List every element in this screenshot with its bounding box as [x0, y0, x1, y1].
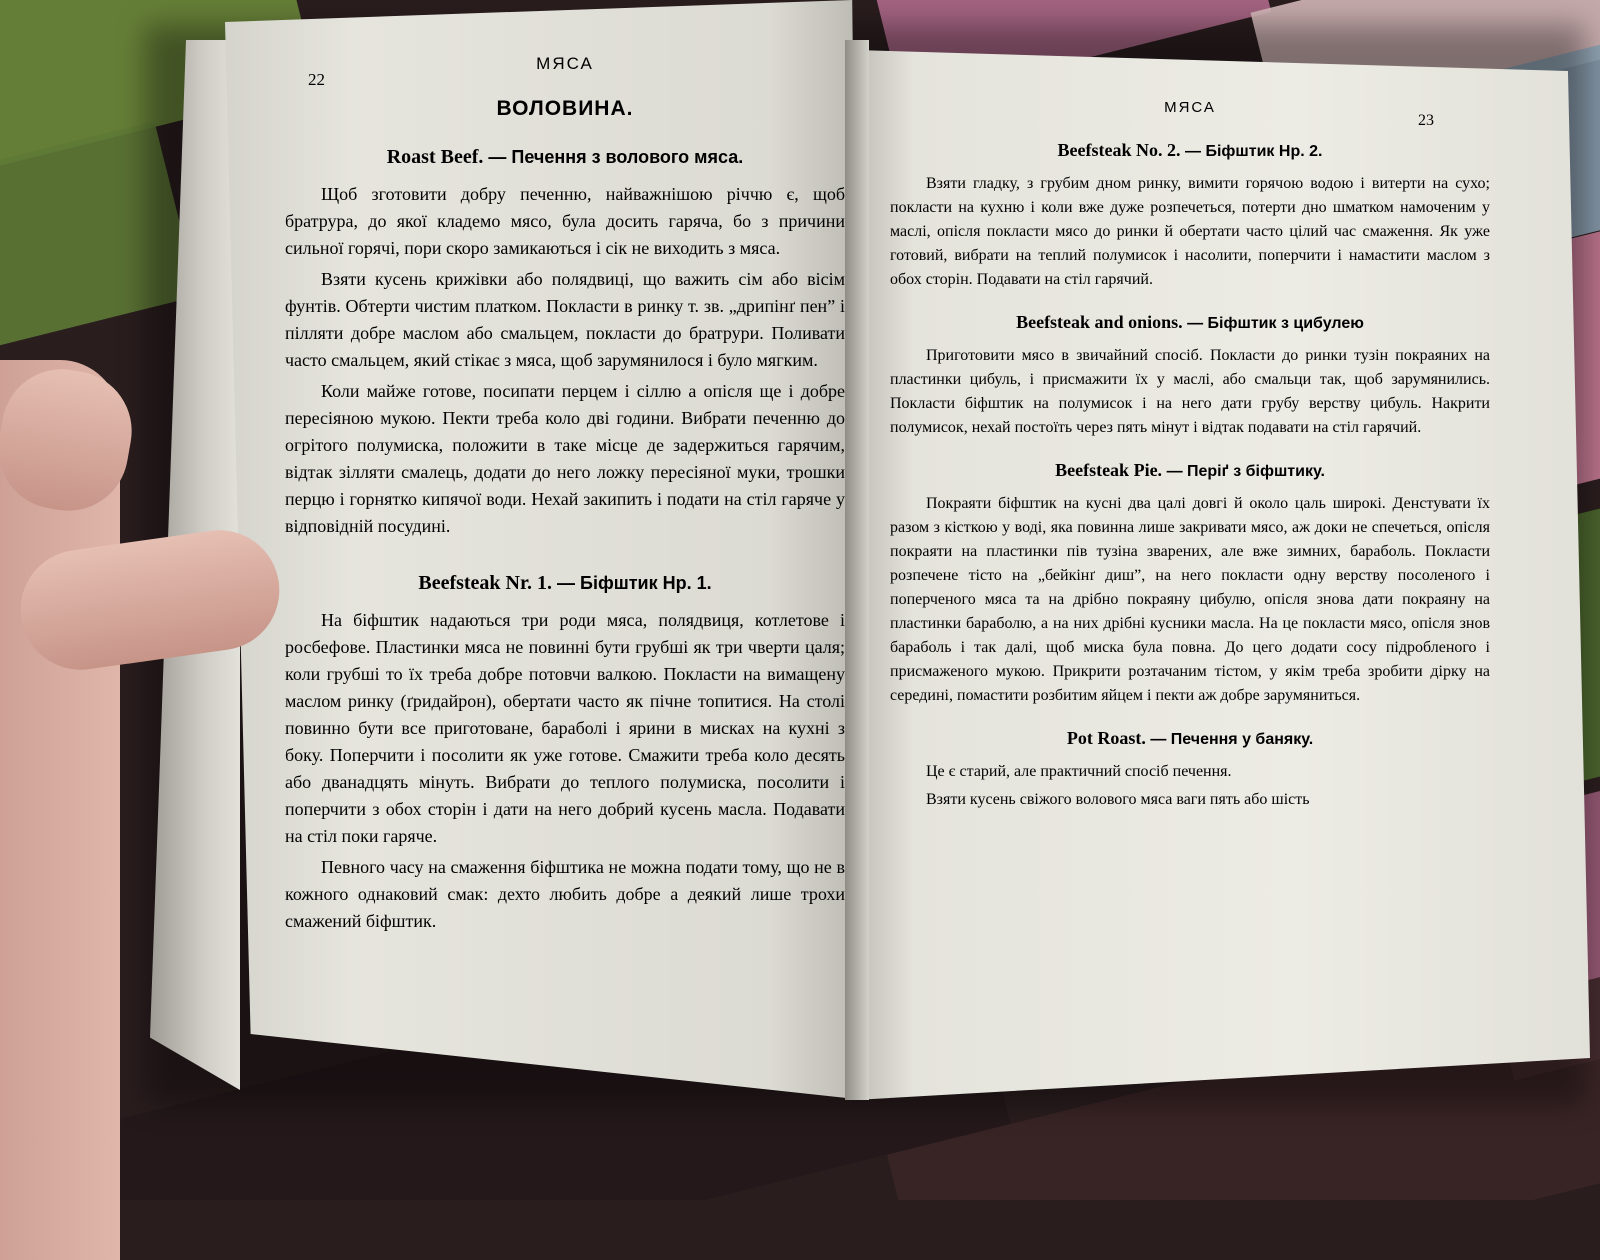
- recipe-title-en: Beefsteak Nr. 1.: [418, 572, 553, 594]
- recipe-title-ua: — Печення з волового мяса.: [488, 147, 744, 167]
- recipe-title: [890, 138, 1490, 164]
- recipe-title-ua: — Періґ з біфштику.: [1166, 463, 1325, 480]
- paragraph: Коли майже готове, посипати перцем і сіллю а опісля ще і добре пересіяною мукою. Пекти треба коло дві години. Вибрати печенню до огрітого полумиска, положити в таке місце де задержиться гарячим, відтак зілляти смалець, додати до него ложку пересіяної муки, трошки перцю і горнятко кипячої води. Нехай закипить і подати на стіл гаряче у відповідній посудині.: [285, 381, 845, 536]
- right-running-head: МЯСА: [1164, 99, 1216, 116]
- recipe-title-en: Beefsteak Pie.: [1055, 460, 1163, 480]
- recipe-title: [890, 310, 1490, 336]
- recipe-title: [890, 458, 1490, 484]
- recipe-title: [285, 570, 845, 597]
- recipe-title-ua: — Біфштик з цибулею: [1187, 315, 1364, 332]
- recipe-title-en: Roast Beef.: [386, 146, 484, 168]
- recipe-title-ua: — Печення у баняку.: [1150, 731, 1314, 748]
- paragraph: Взяти гладку, з грубим дном ринку, вимити горячою водою і витерти на сухо; покласти на кухню і коли вже дуже розпечеться, потерти дно шматком намоченим у маслі, опісля покласти мясо до ринки й обертати часто цілий час смаження. Як уже готовий, вибрати на теплий полумисок і насолити, поперчити і намастити маслом з обох сторін. Подавати на стіл гарячий.: [890, 175, 1490, 288]
- left-page-number: 22: [308, 70, 325, 89]
- paragraph: Щоб зготовити добру печенню, найважнішою річчю є, щоб братрура, до якої кладемо мясо, була досить гаряча, бо з причини сильної горячі, пори скоро замикаються і сік не виходить з мяса.: [285, 184, 845, 258]
- recipe-title-en: Pot Roast.: [1066, 728, 1146, 748]
- recipe-title-en: Beefsteak and onions.: [1016, 312, 1183, 332]
- book-gutter: [845, 40, 869, 1100]
- paragraph: Певного часу на смаження біфштика не можна подати тому, що не в кожного однаковий смак: дехто любить добре а деякий лише трохи смажений біфштик.: [285, 857, 845, 931]
- left-page-content: [285, 50, 845, 939]
- paragraph: Взяти кусень крижівки або полядвиці, що важить сім або вісім фунтів. Обтерти чистим платком. Покласти в ринку т. зв. „дрипінґ пен” і пілляти добре маслом або смальцем, покласти до братрури. Поливати часто смальцем, який стікає з мяса, щоб зарумянилося і було мягким.: [285, 269, 845, 370]
- recipe-title-ua: — Біфштик Нр. 2.: [1185, 143, 1323, 160]
- recipe-title-ua: — Біфштик Нр. 1.: [557, 573, 712, 593]
- section-title: ВОЛОВИНА.: [496, 97, 634, 120]
- paragraph: Це є старий, але практичний спосіб печення.: [926, 763, 1232, 780]
- recipe-title-en: Beefsteak No. 2.: [1057, 140, 1181, 160]
- right-page-number: 23: [1418, 112, 1434, 129]
- paragraph: Приготовити мясо в звичайний спосіб. Покласти до ринки тузін покраяних на пластинки цибуль, і присмажити їх у маслі, або смальци так, щоб зарумянились. Покласти біфштик на полумисок і на него дати грубу верству цибуль. Накрити полумисок, нехай постоїть через пять мінут і відтак подавати на стіл гарячий.: [890, 347, 1490, 436]
- right-page-content: [890, 96, 1490, 816]
- recipe-title: [890, 726, 1490, 752]
- paragraph: Взяти кусень свіжого волового мяса ваги пять або шість: [926, 791, 1310, 808]
- paragraph: Покраяти біфштик на кусні два цалі довгі й около цаль широкі. Денстувати їх разом з кісткою у воді, яка повинна лише закривати мясо, аж доки не спечеться, опісля покраяти на пластинки пів тузіна зварених, але вже зимних, бараболь. Покласти розпечене тісто на „бейкінґ диш”, на него покласти одну верству посоленого і поперченого мяса та на дрібно покраяну цибулю, опісля знова дати покраяну на пластинки бараболю, а на них дрібні кусники масла. На це покласти мясо, опісля знов бараболь і так далі, щоб миска була повна. До цего додати сосу підробленого і присмаженого мукою. Прикрити розтачаним тістом, у якім треба зробити дірку на середині, помастити розбитим яйцем і пекти аж добре зарумяниться.: [890, 495, 1490, 704]
- paragraph: На біфштик надаються три роди мяса, полядвиця, котлетове і росбефове. Пластинки мяса не повинні бути грубші як три чверти цаля; коли грубші то їх треба добре потовчи валкою. Покласти на вимащену маслом ринку (ґридайрон), обертати часто як пічне топитися. На столі повинно бути все приготоване, бараболі і ярини в мисках на кухні з боку. Поперчити і посолити як уже готове. Смажити треба коло десять або дванадцять мінуть. Вибрати до теплого полумиска, посолити і поперчити з обох сторін і дати на него добрий кусень масла. Подавати на стіл поки гаряче.: [285, 610, 845, 846]
- left-running-head: МЯСА: [536, 54, 594, 73]
- recipe-title: [285, 144, 845, 171]
